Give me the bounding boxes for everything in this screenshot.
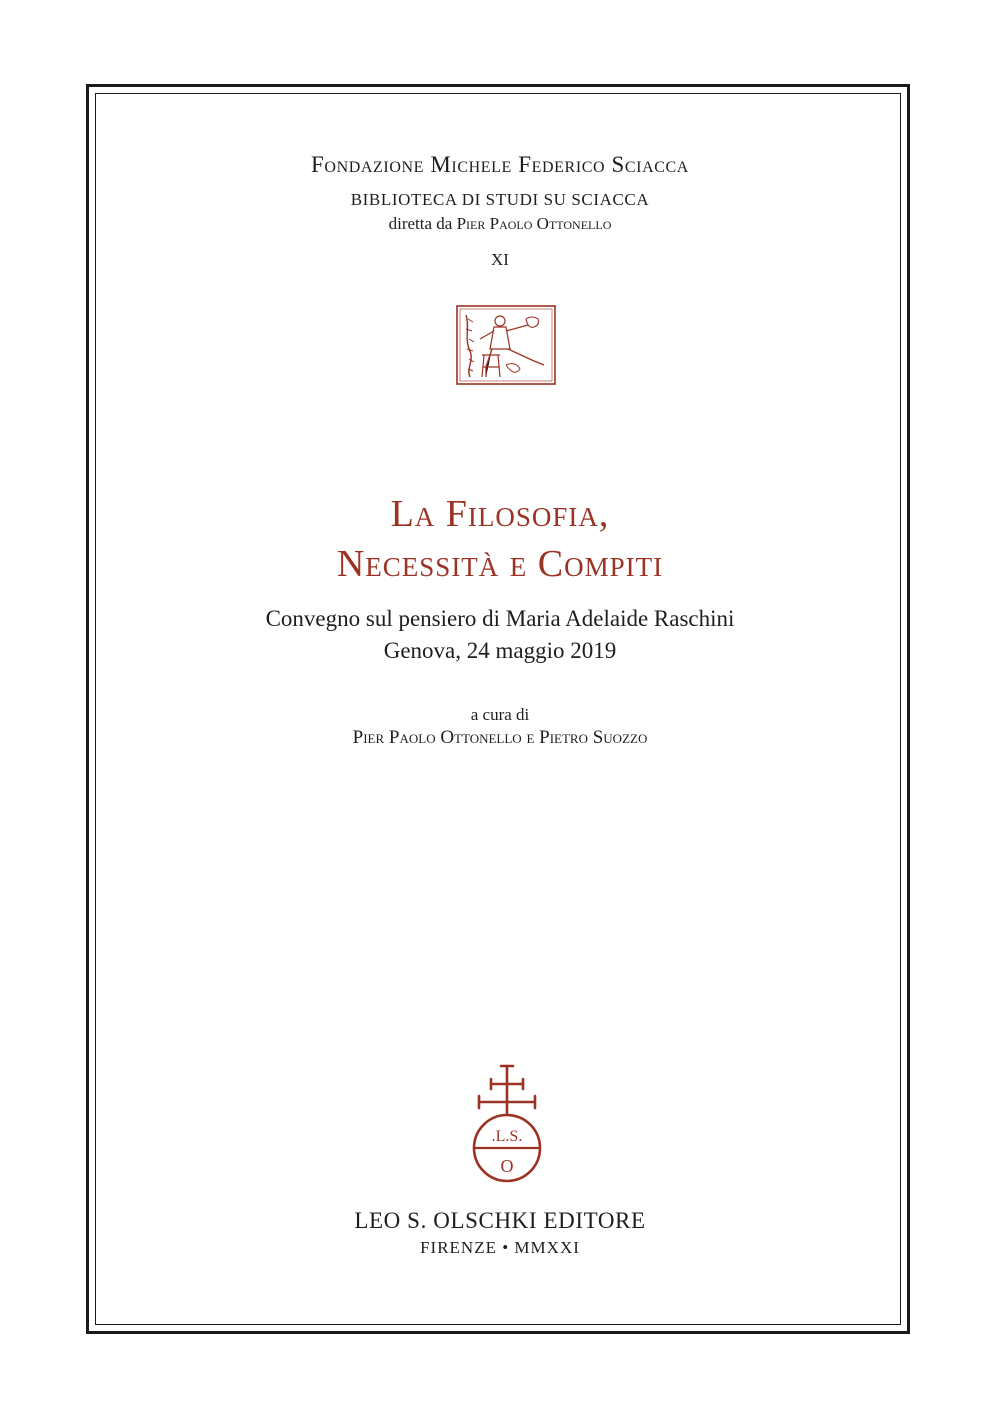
foundation-name: Fondazione Michele Federico Sciacca [311, 152, 689, 177]
emblem-letter-bottom: O [500, 1156, 514, 1176]
editors-names: Pier Paolo Ottonello e Pietro Suozzo [352, 727, 648, 748]
subtitle-line-1: Convegno sul pensiero di Maria Adelaide Raschini [265, 606, 735, 631]
title-line-2: Necessità e Compiti [336, 543, 664, 585]
emblem-letters-top: .L.S. [491, 1128, 523, 1145]
director-prefix: diretta da [388, 214, 457, 233]
publisher-name: LEO S. OLSCHKI EDITORE [354, 1208, 646, 1233]
series-director [0, 214, 1000, 234]
title-line-1: La Filosofia, [390, 493, 610, 535]
publisher-city-year: FIRENZE • MMXXI [420, 1238, 580, 1257]
curated-by-label: a cura di [470, 705, 530, 724]
publisher-cross-emblem-icon [467, 1062, 547, 1186]
series-title: BIBLIOTECA DI STUDI SU SCIACCA [350, 190, 650, 209]
subtitle-line-2: Genova, 24 maggio 2019 [383, 638, 617, 663]
director-name: Pier Paolo Ottonello [456, 214, 612, 233]
volume-number: XI [491, 250, 509, 269]
woodcut-seated-figure-icon [456, 305, 556, 385]
